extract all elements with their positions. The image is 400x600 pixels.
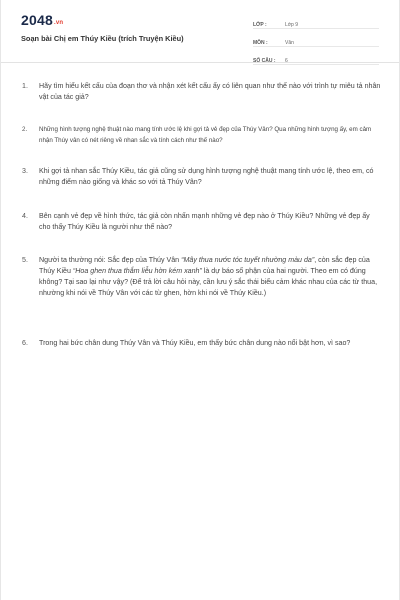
question-text: Bên cạnh vẻ đẹp về hình thức, tác giả còn nhấn mạnh những vẻ đẹp nào ở Thúy Kiều? Những vẻ đẹp ấy cho thấy Thúy Kiều là người như thế nào? [39,212,370,231]
question-item [22,125,382,146]
question-text: Hãy tìm hiểu kết cấu của đoạn thơ và nhận xét kết cấu ấy có liên quan như thế nào với trình tự miêu tả nhân vật của tác giả? [39,82,381,101]
question-number: 1. [22,82,28,90]
meta-value: 6 [285,58,288,64]
question-text-part: , còn sắc đẹp của Thúy Kiều [39,256,370,275]
question-number: 5. [22,256,28,264]
question-text: Trong hai bức chân dung Thúy Vân và Thúy Kiều, em thấy bức chân dung nào nổi bật hơn, vì sao? [39,339,351,347]
question-item [22,255,382,299]
meta-label: MÔN : [253,40,268,46]
question-item [22,166,382,188]
question-number: 3. [22,167,28,175]
question-text-part: là dự báo số phận của hai người. Theo em có đúng không? Tại sao lại như vậy? (Để trả lời câu hỏi này, cần lưu ý sắc thái biểu cảm khác nhau của các từ thua, nhường khi nói về Thúy Vân với các từ ghen, hờn khi nói về Thúy Kiều.) [39,267,378,297]
worksheet-header [1,0,399,63]
document-title: Soạn bài Chị em Thúy Kiều (trích Truyện Kiều) [21,34,184,43]
question-text-part: Người ta thường nói: Sắc đẹp của Thúy Vân [39,256,182,264]
meta-row-subject [253,32,379,47]
meta-value: Lớp 9 [285,22,299,28]
question-item [22,211,382,233]
quote-van: “Mây thua nước tóc tuyết nhường màu da” [181,256,315,264]
question-text: Những hình tượng nghệ thuật nào mang tính ước lệ khi gợi tả vẻ đẹp của Thúy Vân? Qua những hình tượng ấy, em cảm nhận Thúy vân có nét riêng về nhan sắc và tính cách như thế nào? [39,126,372,144]
logo-main: 2048 [21,12,53,28]
question-number: 4. [22,212,28,220]
question-number: 2. [22,126,28,133]
logo-suffix: .vn [53,20,64,26]
meta-label: LỚP : [253,22,267,28]
question-text: Khi gợi tả nhan sắc Thúy Kiều, tác giả cũng sử dụng hình tượng nghệ thuật mang tính ước lệ, theo em, có những điểm nào giống và khác so với tả Thúy Vân? [39,167,374,186]
question-item [22,81,382,103]
meta-value: Văn [285,40,294,46]
question-number: 6. [22,339,28,347]
meta-table [253,14,379,68]
meta-row-class [253,14,379,29]
question-text [39,255,382,299]
quote-kieu: “Hoa ghen thua thắm liễu hờn kém xanh” [72,267,202,275]
meta-label: SỐ CÂU : [253,58,276,64]
question-item [22,338,382,349]
meta-row-count [253,50,379,65]
site-logo[interactable] [21,12,63,28]
